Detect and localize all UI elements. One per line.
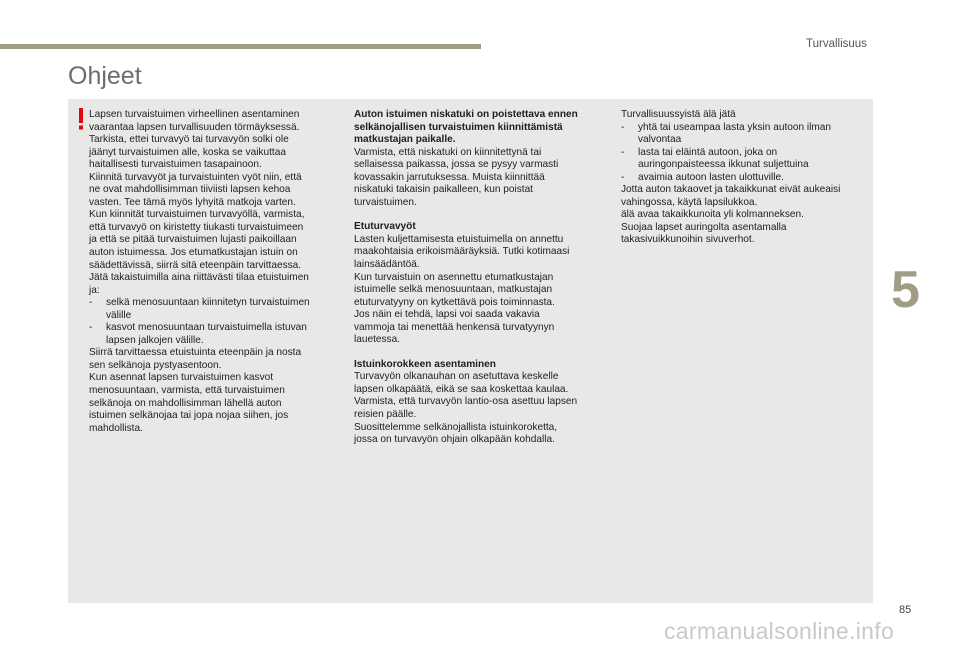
section-heading: selkänojallisen turvaistuimen kiinnittämistä — [354, 121, 563, 133]
page-number: 85 — [899, 604, 912, 616]
list-item: - lasta tai eläintä autoon, joka on auringonpaisteessa ikkunat suljettuina — [621, 146, 809, 171]
text-line: Kiinnitä turvavyöt ja turvaistuinten vyöt niin, että — [89, 171, 302, 183]
text-line: jäänyt turvaistuimen alle, koska se vaikuttaa — [89, 146, 286, 158]
text-line: vammoja tai menettää henkensä turvatyynyn — [354, 321, 555, 333]
text-line: Suosittelemme selkänojallista istuinkoroketta, — [354, 421, 558, 433]
text-line: Suojaa lapset auringolta asentamalla — [621, 221, 787, 233]
text-line: ja että se pitää turvaistuimen lujasti paikoillaan — [89, 234, 297, 246]
safety-column — [621, 109, 861, 247]
section-heading: Etuturvavyöt — [354, 221, 416, 233]
text-line: jossa on turvavyön ohjain olkapään kohdalla. — [354, 434, 555, 446]
text-line: Jotta auton takaovet ja takaikkunat eivät aukeaisi — [621, 184, 841, 196]
text-line: sellaisessa paikassa, jossa se pysyy varmasti — [354, 159, 559, 171]
text-line: Jos näin ei tehdä, lapsi voi saada vakavia — [354, 309, 540, 321]
list-item-text: lasta tai eläintä autoon, joka on auringonpaisteessa ikkunat suljettuina — [638, 146, 809, 171]
text-line: ja: — [89, 284, 100, 296]
warning-icon — [76, 108, 86, 130]
text-line: reisien päälle. — [354, 409, 417, 421]
section-heading: Istuinkorokkeen asentaminen — [354, 358, 496, 370]
header-accent-bar — [0, 44, 481, 49]
text-line: Varmista, että niskatuki on kiinnitettynä tai — [354, 146, 542, 158]
text-line: Kun asennat lapsen turvaistuimen kasvot — [89, 372, 274, 384]
page-title: Ohjeet — [68, 62, 142, 90]
text-line: mahdollista. — [89, 422, 143, 434]
text-line: istuimelle selkä menosuuntaan, matkustajan — [354, 284, 553, 296]
text-line: säädettävissä, siirrä sitä eteenpäin tarvittaessa. — [89, 259, 302, 271]
instructions-column — [354, 109, 601, 447]
text-line: että turvavyö on kiristetty tiukasti turvaistuimeen — [89, 221, 304, 233]
text-line: Turvallisuussyistä älä jätä — [621, 109, 736, 120]
text-line: maakohtaisia erikoismääräyksiä. Tutki kotimaasi — [354, 246, 570, 258]
text-line: takasivuikkunoihin sivuverhot. — [621, 234, 755, 246]
text-line: selkänoja on mahdollisimman lähellä auton — [89, 397, 282, 409]
text-line: älä avaa takaikkunoita yli kolmanneksen. — [621, 209, 804, 221]
list-item-text: selkä menosuuntaan kiinnitetyn turvaistuimen välille — [106, 297, 310, 321]
watermark: carmanualsonline.info — [664, 618, 895, 644]
list-item: - selkä menosuuntaan kiinnitetyn turvaistuimen välille — [89, 297, 310, 321]
text-line: istuimen selkänojaa tai jopa nojaa siihen, jos — [89, 410, 289, 422]
text-line: Lapsen turvaistuimen virheellinen asentaminen — [89, 109, 300, 120]
text-line: ne ovat mahdollisimman tiiviisti lapsen kehoa — [89, 184, 291, 196]
text-line: haitallisesti turvaistuimen tasapainoon. — [89, 159, 262, 171]
list-item: - avaimia autoon lasten ulottuville. — [621, 171, 784, 183]
text-line: Turvavyön olkanauhan on asetuttava keskelle — [354, 371, 559, 383]
list-item-text: yhtä tai useampaa lasta yksin autoon ilman valvontaa — [638, 121, 832, 146]
chapter-number: 5 — [891, 261, 920, 319]
text-line: Lasten kuljettamisesta etuistuimella on annettu — [354, 233, 564, 245]
text-line: vasten. Tee tämä myös lyhyitä matkoja varten. — [89, 196, 296, 208]
text-line: sen selkänoja pystyasentoon. — [89, 359, 222, 371]
list-item: - yhtä tai useampaa lasta yksin autoon ilman valvontaa — [621, 121, 832, 146]
text-line: turvaistuimen. — [354, 196, 417, 208]
text-line: vahingossa, käytä lapsilukkoa. — [621, 196, 758, 208]
text-line: lauetessa. — [354, 334, 401, 346]
section-name: Turvallisuus — [806, 38, 867, 50]
section-heading: Auton istuimen niskatuki on poistettava ennen — [354, 109, 578, 120]
list-item-text: kasvot menosuuntaan turvaistuimella istuvan lapsen jalkojen välille. — [106, 322, 307, 346]
text-line: Varmista, että turvavyön lantio-osa asettuu lapsen — [354, 396, 578, 408]
text-line: auton istuimessa. Jos etumatkustajan istuin on — [89, 247, 298, 259]
text-line: Kun turvaistuin on asennettu etumatkustajan — [354, 271, 554, 283]
text-line: vaarantaa lapsen turvallisuuden törmäyksessä. — [89, 121, 300, 133]
text-line: Kun kiinnität turvaistuimen turvavyöllä, varmista, — [89, 209, 305, 221]
list-item-text: avaimia autoon lasten ulottuville. — [638, 171, 784, 183]
text-line: lainsäädäntöä. — [354, 259, 420, 271]
text-line: Siirrä tarvittaessa etuistuinta eteenpäin ja nosta — [89, 347, 302, 359]
text-line: niskatuki takaisin paikalleen, kun poistat — [354, 184, 533, 196]
text-line: Tarkista, ettei turvavyö tai turvavyön solki ole — [89, 134, 289, 146]
text-line: menosuuntaan, varmista, että turvaistuimen — [89, 385, 285, 397]
warning-column — [89, 109, 334, 435]
text-line: Jätä takaistuimilla aina riittävästi tilaa etuistuimen — [89, 272, 309, 284]
section-heading: matkustajan paikalle. — [354, 134, 456, 146]
text-line: lapsen olkapäätä, eikä se saa koskettaa kaulaa. — [354, 383, 569, 395]
text-line: kovassakin jarrutuksessa. Muista kiinnittää — [354, 171, 545, 183]
text-line: etuturvatyyny on kytkettävä pois toiminnasta. — [354, 296, 555, 308]
list-item: - kasvot menosuuntaan turvaistuimella istuvan lapsen jalkojen välille. — [89, 322, 307, 346]
